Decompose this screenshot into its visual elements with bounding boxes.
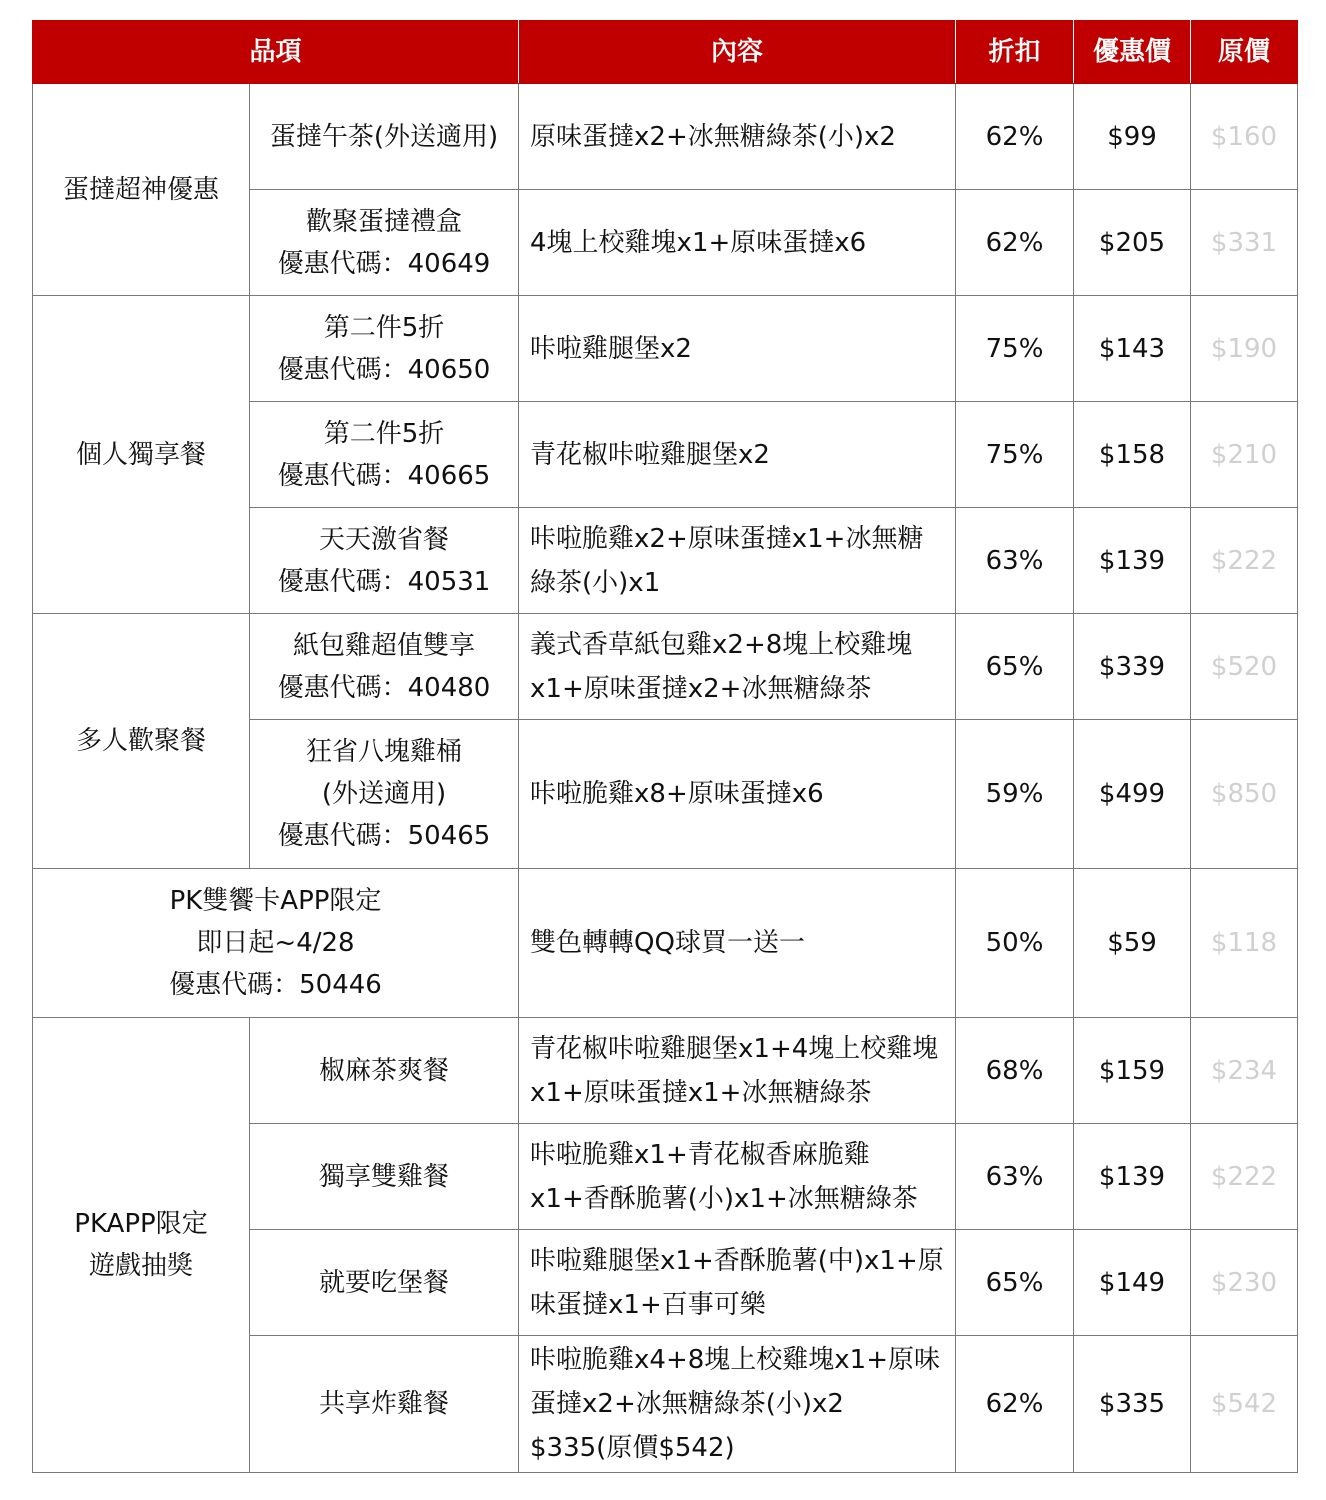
- original-price-cell: $222: [1191, 1124, 1298, 1230]
- promo-code: 優惠代碼：40531: [277, 566, 491, 597]
- discount-cell: 75%: [956, 402, 1074, 508]
- discount-cell: 62%: [956, 84, 1074, 190]
- item-name: 第二件5折: [323, 418, 445, 449]
- promo-code: 優惠代碼：50465: [277, 821, 491, 851]
- original-price-cell: $520: [1191, 614, 1298, 720]
- header-discount: 折扣: [956, 21, 1074, 84]
- category-cell: 多人歡聚餐: [33, 614, 250, 869]
- promo-code: 優惠代碼：40480: [277, 672, 491, 703]
- discount-cell: 75%: [956, 296, 1074, 402]
- category-line: PK雙饗卡APP限定: [169, 886, 382, 916]
- discount-cell: 63%: [956, 1124, 1074, 1230]
- promo-code: 優惠代碼：40665: [277, 460, 491, 491]
- discount-cell: 62%: [956, 1336, 1074, 1473]
- promo-code: 優惠代碼：40650: [277, 354, 491, 385]
- discount-cell: 68%: [956, 1018, 1074, 1124]
- price-cell: $139: [1074, 508, 1191, 614]
- price-cell: $499: [1074, 720, 1191, 869]
- category-line: 遊戲抽獎: [88, 1251, 193, 1281]
- category-cell: 蛋撻超神優惠: [33, 84, 250, 296]
- discount-cell: 50%: [956, 869, 1074, 1018]
- promo-code: 優惠代碼：50446: [169, 970, 382, 1000]
- original-price-cell: $118: [1191, 869, 1298, 1018]
- category-line: 即日起~4/28: [196, 928, 355, 958]
- table-row: [33, 84, 1298, 190]
- content-cell: 雙色轉轉QQ球買一送一: [519, 869, 956, 1018]
- original-price-cell: $850: [1191, 720, 1298, 869]
- content-cell: 4塊上校雞塊x1+原味蛋撻x6: [519, 190, 956, 296]
- price-cell: $205: [1074, 190, 1191, 296]
- item-name-cell: 椒麻茶爽餐: [250, 1018, 519, 1124]
- table-row: [33, 614, 1298, 720]
- content-cell: 咔啦脆雞x1+青花椒香麻脆雞x1+香酥脆薯(小)x1+冰無糖綠茶: [519, 1124, 956, 1230]
- table-row: [33, 296, 1298, 402]
- header-item: 品項: [33, 21, 519, 84]
- original-price-cell: $190: [1191, 296, 1298, 402]
- original-price-cell: $331: [1191, 190, 1298, 296]
- original-price-cell: $230: [1191, 1230, 1298, 1336]
- item-name-cell: 就要吃堡餐: [250, 1230, 519, 1336]
- promo-table: [32, 20, 1298, 1473]
- content-cell: 青花椒咔啦雞腿堡x1+4塊上校雞塊x1+原味蛋撻x1+冰無糖綠茶: [519, 1018, 956, 1124]
- category-line: PKAPP限定: [74, 1209, 208, 1239]
- item-name: 歡聚蛋撻禮盒: [306, 206, 463, 237]
- original-price-cell: $160: [1191, 84, 1298, 190]
- price-cell: $149: [1074, 1230, 1191, 1336]
- category-cell: 個人獨享餐: [33, 296, 250, 614]
- header-content: 內容: [519, 21, 956, 84]
- original-price-cell: $234: [1191, 1018, 1298, 1124]
- original-price-cell: $210: [1191, 402, 1298, 508]
- item-name: 天天激省餐: [319, 524, 450, 555]
- item-name-cell: [250, 614, 519, 720]
- item-name-cell: [250, 508, 519, 614]
- discount-cell: 62%: [956, 190, 1074, 296]
- price-cell: $158: [1074, 402, 1191, 508]
- content-cell: 原味蛋撻x2+冰無糖綠茶(小)x2: [519, 84, 956, 190]
- content-cell: 咔啦脆雞x8+原味蛋撻x6: [519, 720, 956, 869]
- item-name-cell: [250, 190, 519, 296]
- price-cell: $335: [1074, 1336, 1191, 1473]
- item-name-note: (外送適用): [321, 779, 447, 809]
- item-name: 蛋撻午茶(外送適用): [269, 121, 499, 152]
- item-name: 狂省八塊雞桶: [306, 737, 463, 767]
- price-cell: $139: [1074, 1124, 1191, 1230]
- discount-cell: 63%: [956, 508, 1074, 614]
- table-row: [33, 869, 1298, 1018]
- table-header-row: [33, 21, 1298, 84]
- original-price-cell: $222: [1191, 508, 1298, 614]
- price-cell: $143: [1074, 296, 1191, 402]
- category-cell: [33, 869, 519, 1018]
- discount-cell: 65%: [956, 1230, 1074, 1336]
- item-name-cell: [250, 720, 519, 869]
- content-cell: 義式香草紙包雞x2+8塊上校雞塊x1+原味蛋撻x2+冰無糖綠茶: [519, 614, 956, 720]
- promo-table-container: [32, 20, 1297, 1473]
- item-name: 紙包雞超值雙享: [293, 630, 476, 661]
- header-original: 原價: [1191, 21, 1298, 84]
- promo-code: 優惠代碼：40649: [277, 248, 491, 279]
- content-cell: 咔啦雞腿堡x1+香酥脆薯(中)x1+原味蛋撻x1+百事可樂: [519, 1230, 956, 1336]
- content-cell: 青花椒咔啦雞腿堡x2: [519, 402, 956, 508]
- price-cell: $59: [1074, 869, 1191, 1018]
- discount-cell: 59%: [956, 720, 1074, 869]
- discount-cell: 65%: [956, 614, 1074, 720]
- price-cell: $339: [1074, 614, 1191, 720]
- item-name-cell: [250, 84, 519, 190]
- category-cell: [33, 1018, 250, 1473]
- content-cell: 咔啦脆雞x2+原味蛋撻x1+冰無糖綠茶(小)x1: [519, 508, 956, 614]
- table-row: [33, 1018, 1298, 1124]
- price-cell: $99: [1074, 84, 1191, 190]
- price-cell: $159: [1074, 1018, 1191, 1124]
- content-cell: 咔啦雞腿堡x2: [519, 296, 956, 402]
- item-name-cell: [250, 402, 519, 508]
- header-price: 優惠價: [1074, 21, 1191, 84]
- content-cell: 咔啦脆雞x4+8塊上校雞塊x1+原味蛋撻x2+冰無糖綠茶(小)x2 $335(原價$542): [519, 1336, 956, 1473]
- item-name-cell: 共享炸雞餐: [250, 1336, 519, 1473]
- item-name-cell: 獨享雙雞餐: [250, 1124, 519, 1230]
- original-price-cell: $542: [1191, 1336, 1298, 1473]
- item-name: 第二件5折: [323, 312, 445, 343]
- item-name-cell: [250, 296, 519, 402]
